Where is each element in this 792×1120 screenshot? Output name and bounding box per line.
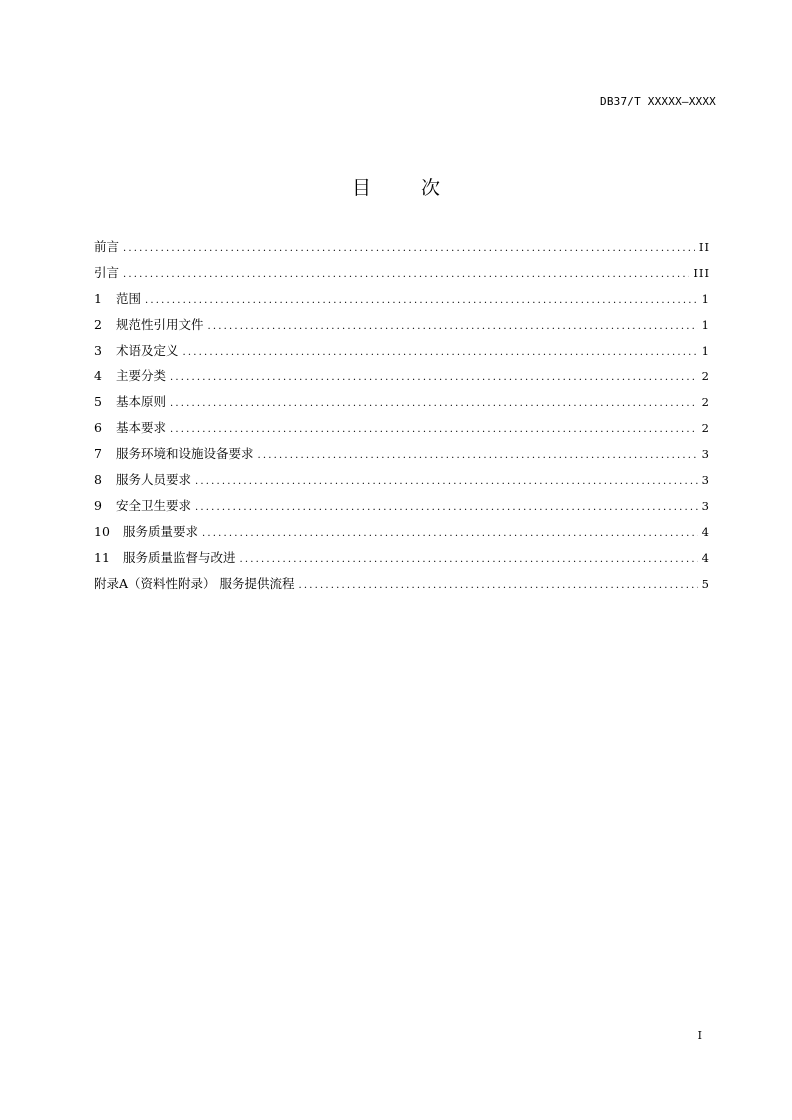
toc-entry-page: 5 [701, 576, 710, 591]
toc-entry-page: 4 [701, 524, 710, 539]
toc-entry-page: III [693, 265, 710, 280]
toc-entry-number: 10 [94, 523, 110, 539]
toc-entry-number: 3 [94, 342, 102, 358]
toc-entry-label: 术语及定义 [116, 342, 179, 358]
toc-leader-dots [145, 291, 698, 311]
toc-leader-dots [183, 343, 698, 363]
toc-entry-number: 7 [94, 446, 102, 462]
toc-entry-page: 2 [701, 421, 710, 436]
toc-entry[interactable] [94, 341, 710, 367]
toc-entry-label: 基本原则 [116, 394, 167, 410]
toc-entry-label: 服务质量监督与改进 [123, 549, 236, 565]
toc-entry-label: 服务质量要求 [123, 523, 199, 539]
toc-entry[interactable] [94, 522, 710, 548]
toc-entry-label: 附录A（资料性附录） 服务提供流程 [94, 575, 295, 591]
toc-entry-label: 主要分类 [116, 368, 167, 384]
toc-entry-page: 1 [701, 317, 710, 332]
page-number: I [697, 1029, 702, 1042]
toc-leader-dots [208, 317, 698, 337]
toc-entry-label: 服务环境和设施设备要求 [116, 446, 254, 462]
toc-leader-dots [170, 420, 698, 440]
toc-entry-page: 4 [701, 550, 710, 565]
toc-leader-dots [195, 498, 698, 518]
toc-entry[interactable] [94, 574, 710, 600]
toc-entry-page: 2 [701, 395, 710, 410]
toc-leader-dots [258, 446, 698, 466]
toc-leader-dots [240, 550, 698, 570]
toc-entry[interactable] [94, 392, 710, 418]
toc-entry-number: 5 [94, 394, 102, 410]
document-code: DB37/T XXXXX—XXXX [600, 95, 716, 108]
toc-entry[interactable] [94, 315, 710, 341]
toc-entry-number: 6 [94, 420, 102, 436]
toc-entry-page: 1 [701, 291, 710, 306]
toc-leader-dots [202, 524, 698, 544]
toc-entry-page: 2 [701, 369, 710, 384]
toc-entry[interactable] [94, 470, 710, 496]
toc-entry-page: 3 [701, 498, 710, 513]
toc-entry-label: 引言 [94, 264, 120, 280]
toc-leader-dots [123, 265, 689, 285]
toc-entry-number: 4 [94, 368, 102, 384]
toc-entry-number: 9 [94, 497, 102, 513]
toc-entry[interactable] [94, 548, 710, 574]
toc-leader-dots [195, 472, 698, 492]
toc-entry-label: 前言 [94, 239, 120, 254]
toc-leader-dots [123, 239, 695, 259]
toc-entry-number: 1 [94, 290, 102, 306]
toc-title: 目 次 [351, 177, 463, 199]
toc-entry-page: 3 [701, 473, 710, 488]
toc-leader-dots [299, 576, 698, 596]
toc-entry[interactable] [94, 444, 710, 470]
toc-entry-label: 范围 [116, 290, 142, 306]
toc-entry[interactable] [94, 289, 710, 315]
toc-entry-number: 8 [94, 472, 102, 488]
table-of-contents [94, 237, 710, 599]
toc-entry[interactable] [94, 418, 710, 444]
toc-entry-page: 3 [701, 447, 710, 462]
toc-entry-page: II [698, 240, 710, 254]
toc-entry[interactable] [94, 496, 710, 522]
toc-leader-dots [170, 394, 698, 414]
toc-entry-number: 2 [94, 316, 102, 332]
toc-leader-dots [170, 368, 698, 388]
toc-entry-label: 服务人员要求 [116, 472, 192, 488]
toc-entry[interactable] [94, 237, 710, 263]
toc-entry[interactable] [94, 366, 710, 392]
toc-entry-page: 1 [701, 343, 710, 358]
toc-entry-label: 规范性引用文件 [116, 316, 204, 332]
toc-entry-number: 11 [94, 549, 110, 565]
toc-entry-label: 安全卫生要求 [116, 497, 192, 513]
toc-entry-label: 基本要求 [116, 420, 167, 436]
toc-entry[interactable] [94, 263, 710, 289]
